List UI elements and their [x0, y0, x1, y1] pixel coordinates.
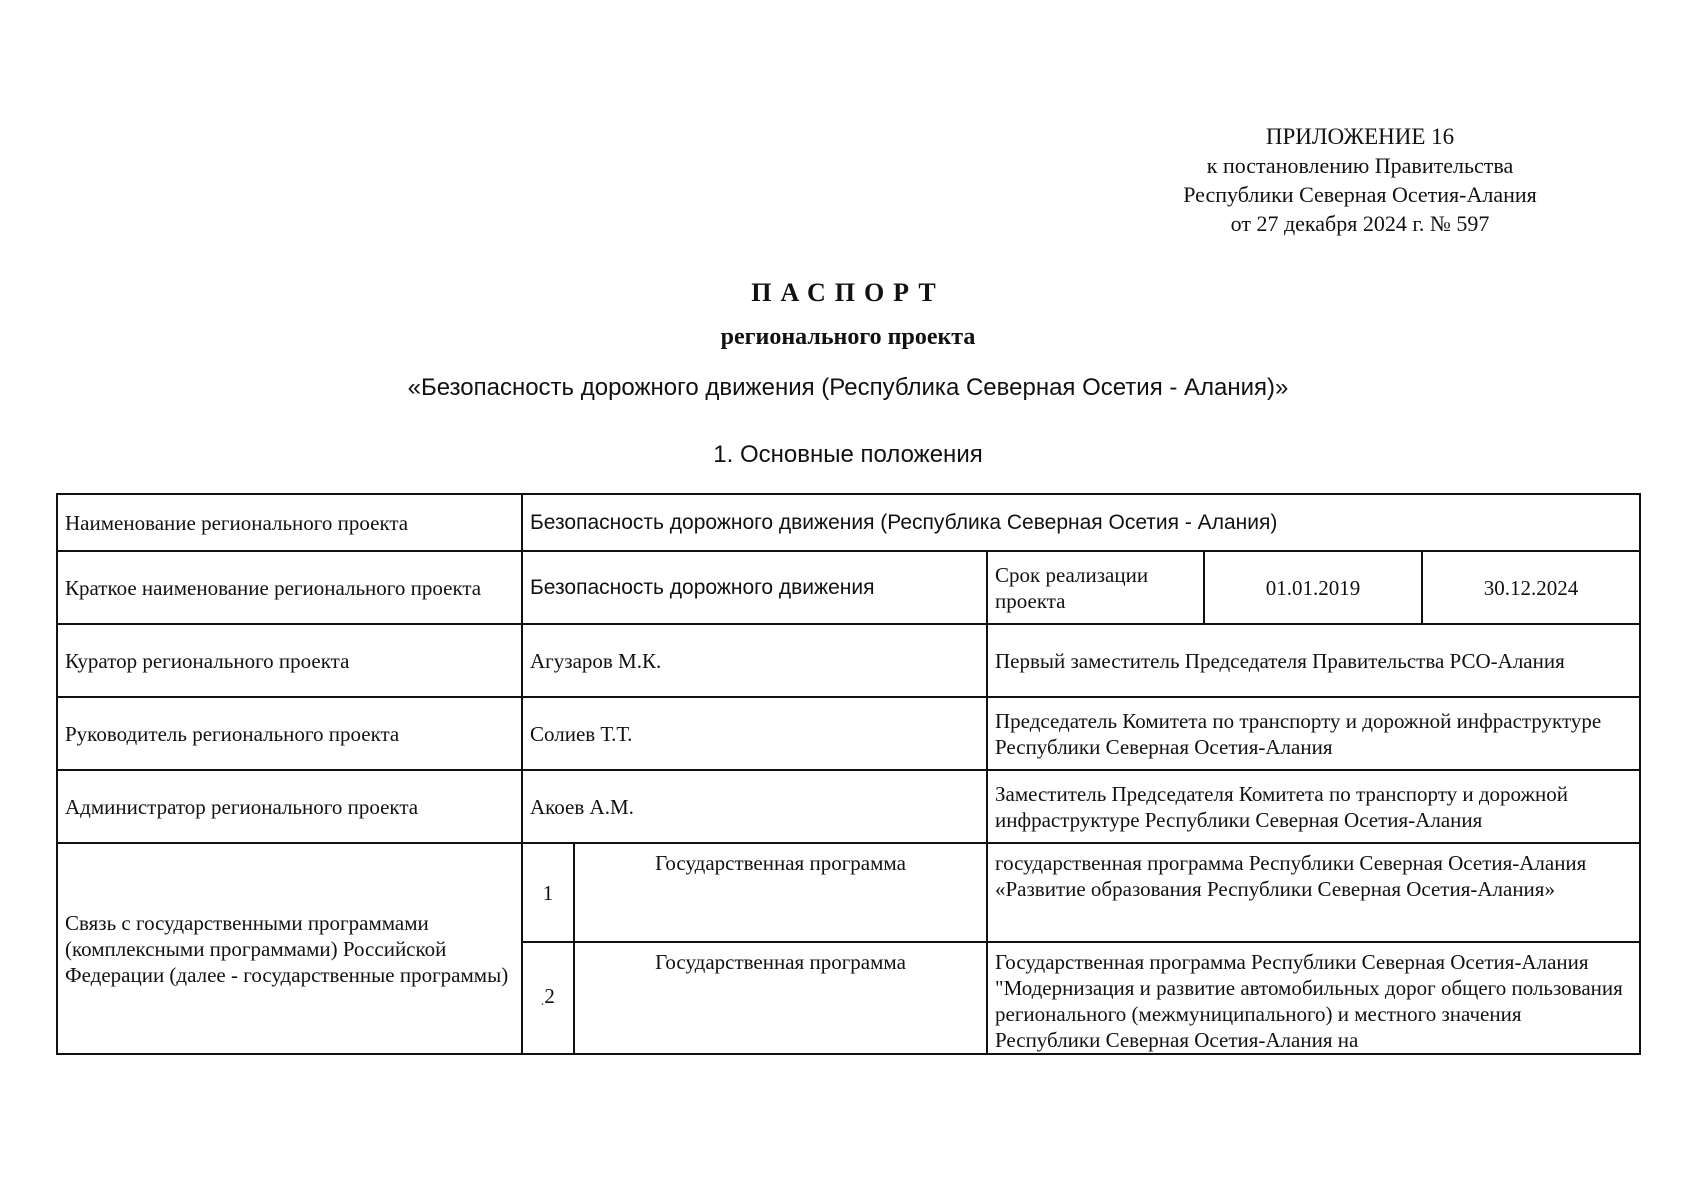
table-row-admin	[57, 770, 1640, 843]
head-name: Солиев Т.Т.	[522, 697, 987, 770]
main-provisions-table	[56, 493, 1641, 1055]
table-row-curator	[57, 624, 1640, 697]
row-label: Наименование регионального проекта	[57, 494, 522, 551]
program-type: Государственная программа	[574, 843, 987, 942]
appendix-line-1: к постановлению Правительства	[1206, 153, 1514, 178]
project-name-heading: «Безопасность дорожного движения (Республика Северная Осетия - Алания)»	[407, 374, 1289, 401]
row-label-programs: Связь с государственными программами (комплексными программами) Российской Федерации (далее - государственные программы)	[57, 843, 522, 1054]
curator-name: Агузаров М.К.	[522, 624, 987, 697]
section-title: 1. Основные положения	[713, 441, 983, 468]
program-name: Государственная программа Республики Северная Осетия-Алания "Модернизация и развитие автомобильных дорог общего пользования регионального (межмуниципального) и местного значения Республики Северная Осетия-Алания на	[987, 942, 1640, 1054]
term-label: Срок реализации проекта	[987, 551, 1204, 624]
admin-position: Заместитель Председателя Комитета по транспорту и дорожной инфраструктуре Республики Северная Осетия-Алания	[987, 770, 1640, 843]
admin-name: Акоев А.М.	[522, 770, 987, 843]
appendix-line-3: от 27 декабря 2024 г. № 597	[1230, 211, 1490, 236]
curator-position: Первый заместитель Председателя Правительства РСО-Алания	[987, 624, 1640, 697]
program-number: 2	[544, 983, 555, 1008]
project-name-value: Безопасность дорожного движения (Республика Северная Осетия - Алания)	[522, 494, 1640, 551]
end-date: 30.12.2024	[1422, 551, 1640, 624]
appendix-line-2: Республики Северная Осетия-Алания	[1183, 182, 1537, 207]
start-date: 01.01.2019	[1204, 551, 1422, 624]
program-number-cell	[522, 942, 574, 1054]
short-name-value: Безопасность дорожного движения	[522, 551, 987, 624]
document-title: ПАСПОРТ	[751, 278, 945, 307]
table-row-name	[57, 494, 1640, 551]
program-type: Государственная программа	[574, 942, 987, 1054]
table-row-head	[57, 697, 1640, 770]
program-number: 1	[522, 843, 574, 942]
row-label: Краткое наименование регионального проекта	[57, 551, 522, 624]
program-name: государственная программа Республики Северная Осетия-Алания «Развитие образования Республики Северная Осетия-Алания»	[987, 843, 1640, 942]
row-label: Администратор регионального проекта	[57, 770, 522, 843]
document-subtitle: регионального проекта	[720, 324, 976, 350]
head-position: Председатель Комитета по транспорту и дорожной инфраструктуре Республики Северная Осетия-Алания	[987, 697, 1640, 770]
appendix-block	[1130, 122, 1590, 238]
row-label: Куратор регионального проекта	[57, 624, 522, 697]
table-row-short-name	[57, 551, 1640, 624]
table-row-program-1	[57, 843, 1640, 942]
row-label: Руководитель регионального проекта	[57, 697, 522, 770]
appendix-label: ПРИЛОЖЕНИЕ 16	[1265, 124, 1455, 149]
tick-mark-icon: ˛	[541, 994, 545, 1006]
